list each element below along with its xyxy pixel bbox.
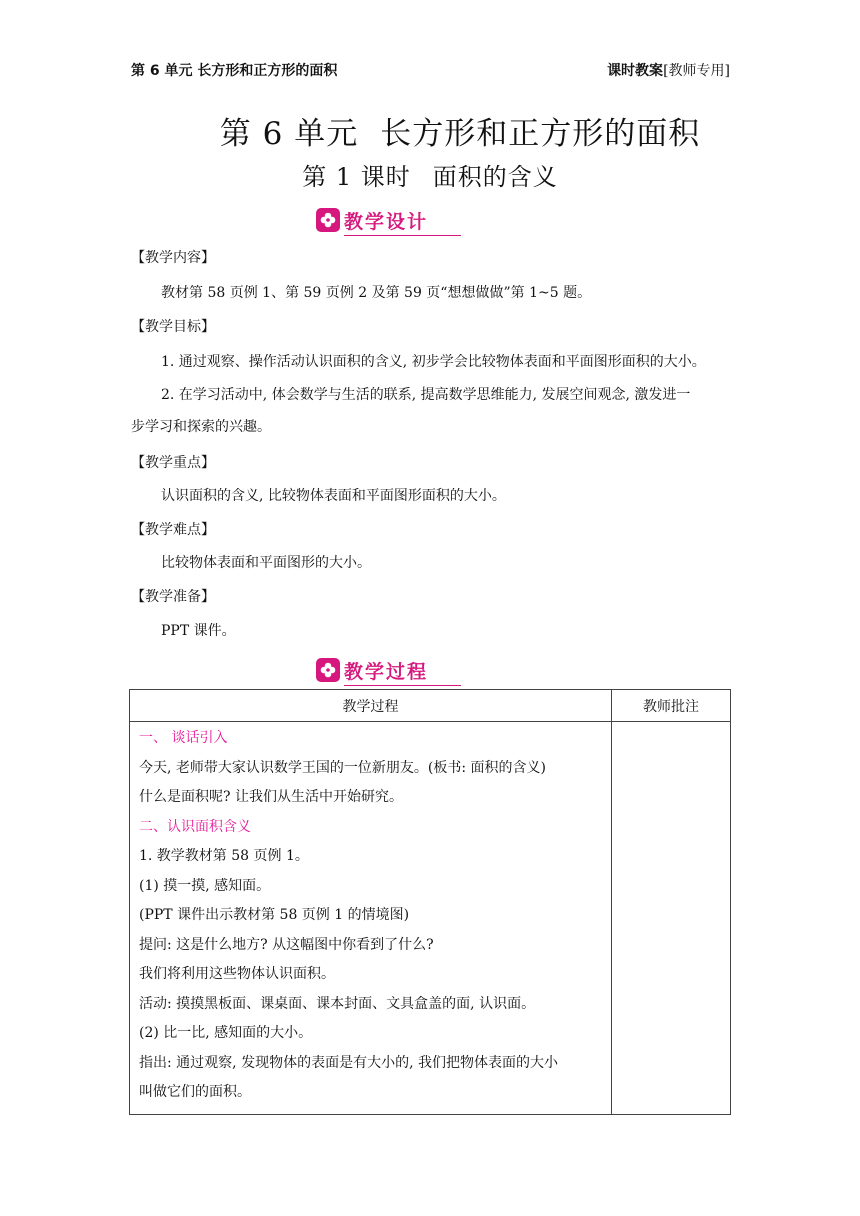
process-badge-label: 教学过程 (344, 660, 429, 683)
running-header-right (607, 60, 730, 80)
table-row: (2) 比一比, 感知面的大小。 (139, 1025, 313, 1041)
process-table (129, 689, 731, 1115)
table-row: 一、 谈话引入 (139, 730, 228, 746)
column-header-notes: 教师批注 (612, 690, 731, 722)
content-text: 教材第 58 页例 1、第 59 页例 2 及第 59 页“想想做做”第 1~5 题。 (161, 285, 592, 301)
section-heading-goals: 【教学目标】 (131, 319, 215, 335)
table-row: 今天, 老师带大家认识数学王国的一位新朋友。(板书: 面积的含义) (139, 759, 546, 776)
badge-underline (344, 235, 461, 236)
page-title (0, 108, 860, 153)
table-row: 我们将利用这些物体认识面积。 (139, 966, 335, 982)
header-sublabel: [教师专用] (663, 63, 730, 79)
table-row: (1) 摸一摸, 感知面。 (139, 877, 271, 894)
unit-name: 长方形和正方形的面积 (380, 116, 701, 152)
goal-line-3: 步学习和探索的兴趣。 (131, 419, 271, 435)
lesson-title (0, 157, 860, 192)
table-row: 什么是面积呢? 让我们从生活中开始研究。 (139, 789, 403, 805)
badge-underline (344, 685, 461, 686)
goal-line-2: 2. 在学习活动中, 体会数学与生活的联系, 提高数学思维能力, 发展空间观念, 激发进一 (161, 387, 691, 403)
header-label: 课时教案 (607, 63, 664, 79)
column-header-process: 教学过程 (130, 690, 612, 722)
section-heading-key-points: 【教学重点】 (131, 455, 215, 471)
process-section-badge (316, 656, 428, 684)
section-heading-content: 【教学内容】 (131, 250, 215, 266)
pinwheel-icon (316, 208, 340, 232)
lesson-number: 第 1 课时 (302, 163, 411, 191)
key-point-text: 认识面积的含义, 比较物体表面和平面图形面积的大小。 (161, 488, 506, 504)
table-row: 二、认识面积含义 (139, 818, 251, 835)
table-row: 提问: 这是什么地方? 从这幅图中你看到了什么? (139, 936, 434, 953)
section-heading-difficulties: 【教学难点】 (131, 522, 215, 538)
goal-line-1: 1. 通过观察、操作活动认识面积的含义, 初步学会比较物体表面和平面图形面积的大小。 (161, 354, 706, 370)
lesson-name: 面积的含义 (432, 163, 558, 191)
table-row: 叫做它们的面积。 (139, 1084, 251, 1100)
notes-cell (612, 722, 731, 1115)
running-header-left: 第 6 单元 长方形和正方形的面积 (131, 63, 338, 79)
pinwheel-icon (316, 658, 340, 682)
section-heading-preparation: 【教学准备】 (131, 589, 215, 605)
table-row: 指出: 通过观察, 发现物体的表面是有大小的, 我们把物体表面的大小 (139, 1054, 558, 1071)
table-row: 1. 教学教材第 58 页例 1。 (139, 848, 309, 864)
preparation-text: PPT 课件。 (161, 623, 236, 639)
process-cell (130, 722, 612, 1115)
table-row: 活动: 摸摸黑板面、课桌面、课本封面、文具盒盖的面, 认识面。 (139, 995, 536, 1012)
design-section-badge (316, 206, 428, 234)
design-badge-label: 教学设计 (344, 210, 429, 233)
difficulty-text: 比较物体表面和平面图形的大小。 (161, 555, 371, 571)
table-row: (PPT 课件出示教材第 58 页例 1 的情境图) (139, 907, 410, 923)
unit-number: 第 6 单元 (219, 116, 359, 152)
